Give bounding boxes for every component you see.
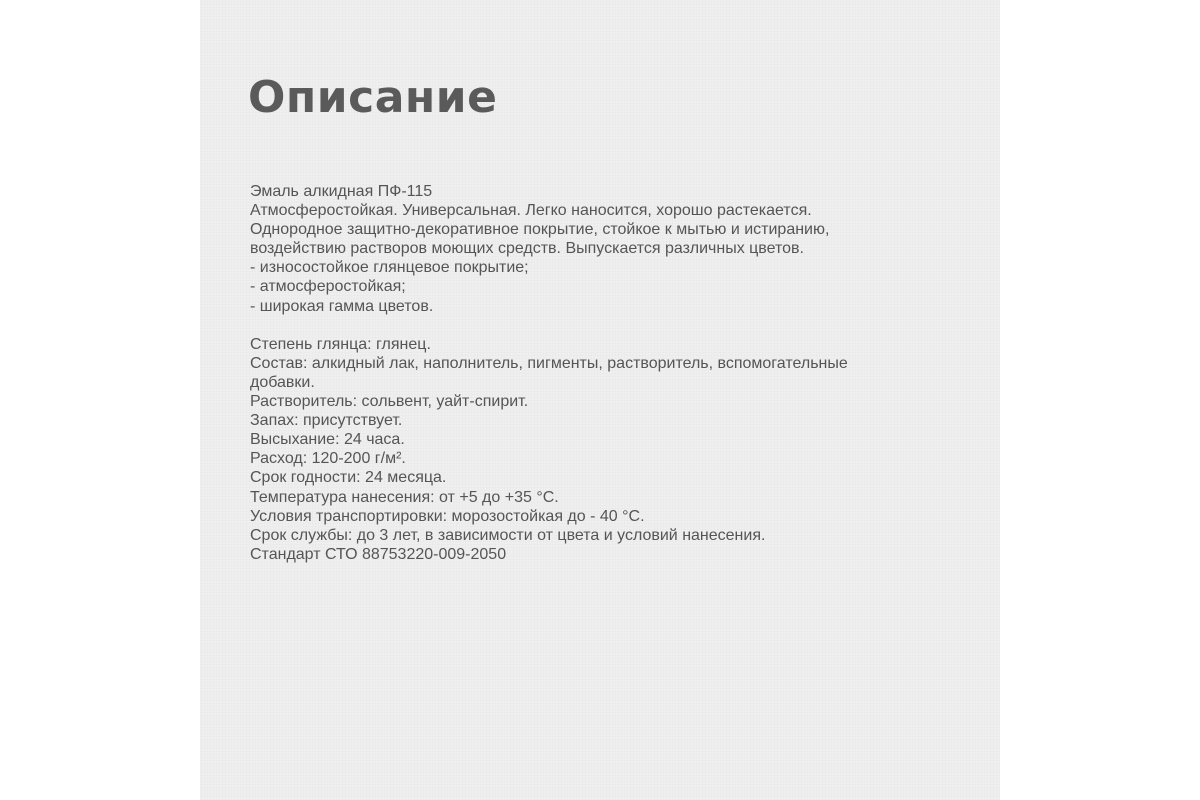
spec-application-temp: Температура нанесения: от +5 до +35 °С. (250, 488, 559, 506)
spec-shelf-life: Срок годности: 24 месяца. (250, 469, 447, 487)
spec-composition-cont: добавки. (250, 373, 315, 391)
description-text (250, 182, 970, 564)
bullet-item: - атмосферостойкая; (250, 278, 406, 296)
spec-consumption: Расход: 120-200 г/м². (250, 450, 406, 468)
text-line: воздействию растворов моющих средств. Выпускается различных цветов. (250, 240, 804, 258)
page-title: Описание (248, 72, 498, 123)
text-line: Атмосферостойкая. Универсальная. Легко наносится, хорошо растекается. (250, 202, 812, 220)
spec-drying: Высыхание: 24 часа. (250, 431, 405, 449)
bullet-item: - широкая гамма цветов. (250, 297, 434, 315)
product-summary (250, 182, 970, 316)
spec-gloss: Степень глянца: глянец. (250, 335, 431, 353)
bullet-item: - износостойкое глянцевое покрытие; (250, 259, 529, 277)
spec-service-life: Срок службы: до 3 лет, в зависимости от цвета и условий нанесения. (250, 526, 766, 544)
spec-standard: Стандарт СТО 88753220-009-2050 (250, 545, 507, 563)
spec-composition: Состав: алкидный лак, наполнитель, пигменты, растворитель, вспомогательные (250, 354, 848, 372)
product-specs (250, 335, 970, 564)
text-line: Однородное защитно-декоративное покрытие, стойкое к мытью и истиранию, (250, 221, 830, 239)
description-panel (200, 0, 1000, 800)
spec-transport: Условия транспортировки: морозостойкая до - 40 °С. (250, 507, 645, 525)
spec-solvent: Растворитель: сольвент, уайт-спирит. (250, 393, 529, 411)
text-line: Эмаль алкидная ПФ-115 (250, 183, 433, 200)
paragraph-gap (250, 316, 970, 335)
spec-odor: Запах: присутствует. (250, 412, 403, 430)
